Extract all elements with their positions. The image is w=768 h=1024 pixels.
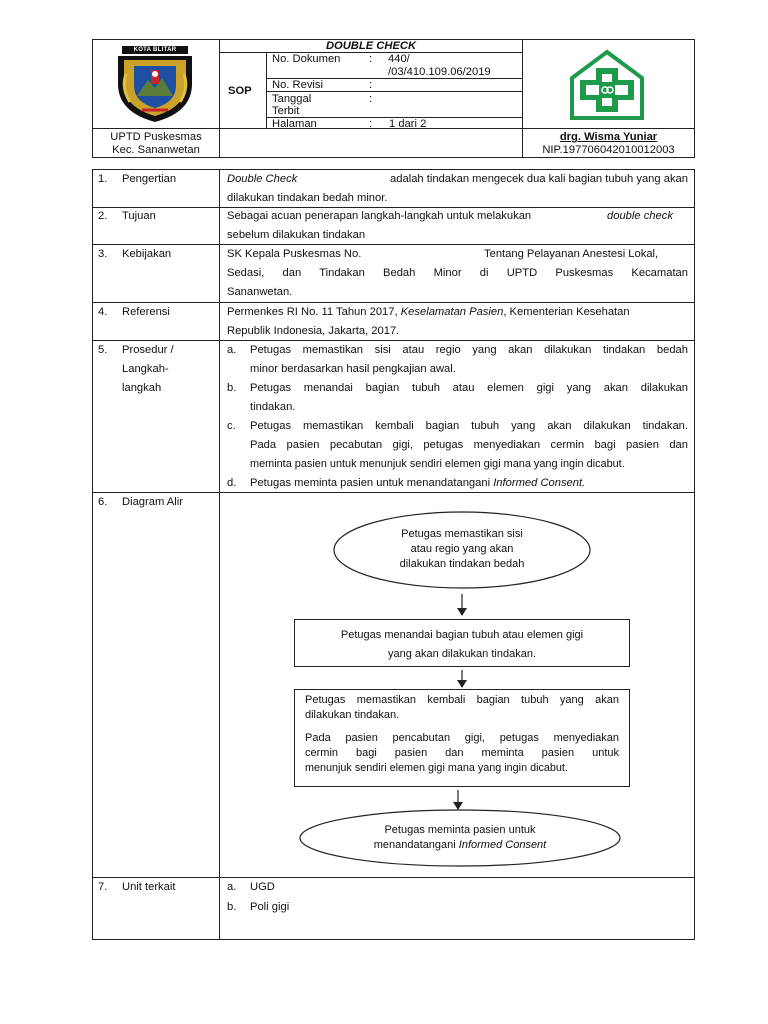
flow-step-4-term: Informed Consent [458,839,547,851]
unit-label: Unit terkait [122,881,176,893]
pengertian-line-2: dilakukan tindakan bedah minor. [227,192,388,204]
prosedur-c-letter: c. [227,420,236,432]
referensi-post: , Kementerian Kesehatan [503,306,630,318]
flow-step-3 [294,689,630,787]
referensi-pre: Permenkes RI No. 11 Tahun 2017, [227,306,398,318]
flow-step-3-p2-line-1: Pada pasien pencabutan gigi, petugas menyediakan [305,732,619,744]
flow-step-4 [320,823,600,853]
prosedur-c-line-3: meminta pasien untuk menunjuk sendiri elemen gigi mana yang ingin dicabut. [250,458,625,470]
prosedur-c-line-1: Petugas memastikan kembali bagian tubuh yang akan dilakukan tindakan. [250,420,688,432]
org-line-1: UPTD Puskesmas [110,131,202,143]
pengertian-term: Double Check [227,173,298,185]
flow-step-3-p2-line-2: cermin bagi pasien dan meminta pasien untuk [305,747,619,759]
kebijakan-num: 3. [98,248,108,260]
flow-step-4-pre: menandatangani [373,839,456,851]
kebijakan-label: Kebijakan [122,248,172,260]
signer-name: drg. Wisma Yuniar [559,131,658,143]
kebijakan-line-3: Sananwetan. [227,286,293,298]
unit-a-text: UGD [250,881,275,893]
flow-step-1 [340,527,584,572]
flow-arrowhead-2 [457,680,467,688]
prosedur-b-line-1: Petugas menandai bagian tubuh atau elemen gigi yang akan dilakukan [250,382,688,394]
diagram-label: Diagram Alir [122,496,183,508]
referensi-term: Keselamatan Pasien [400,306,504,318]
unit-a-letter: a. [227,881,237,893]
tujuan-num: 2. [98,210,108,222]
flow-step-2-line-1: Petugas menandai bagian tubuh atau elemen gigi [340,629,584,641]
prosedur-b-letter: b. [227,382,237,394]
no-dokumen-label: No. Dokumen [272,53,341,65]
flow-step-2-line-2: yang akan dilakukan tindakan. [388,648,536,660]
tujuan-line-2: sebelum dilakukan tindakan [227,229,366,241]
flow-arrowhead-1 [457,608,467,616]
tanggal-label-1: Tanggal [272,93,312,105]
logo-caption: KOTA BLITAR [133,47,177,53]
prosedur-label-1: Prosedur / [122,344,174,356]
diagram-num: 6. [98,496,108,508]
flow-step-3-p1-line-2: dilakukan tindakan. [305,709,400,721]
prosedur-num: 5. [98,344,108,356]
flow-step-1-line-3: dilakukan tindakan bedah [399,558,525,570]
unit-num: 7. [98,881,108,893]
no-dokumen-value-1: 440/ [388,53,410,65]
halaman-label: Halaman [272,118,317,130]
pengertian-label: Pengertian [122,173,177,185]
no-revisi-sep: : [369,79,373,91]
prosedur-d-term: Informed Consent. [493,477,586,489]
kebijakan-line-1b: Tentang Pelayanan Anestesi Lokal, [484,248,659,260]
sop-label: SOP [228,85,252,97]
no-dokumen-sep: : [369,53,373,65]
prosedur-a-line-2: minor berdasarkan hasil pengkajian awal. [250,363,456,375]
tanggal-sep: : [369,93,373,105]
prosedur-b-line-2: tindakan. [250,401,296,413]
tujuan-term: double check [607,210,673,222]
referensi-num: 4. [98,306,108,318]
prosedur-a-letter: a. [227,344,237,356]
document-title: DOUBLE CHECK [325,40,417,52]
prosedur-a-line-1: Petugas memastikan sisi atau regio yang akan dilakukan tindakan bedah [250,344,688,356]
prosedur-d-pre: Petugas meminta pasien untuk menandatangani [250,477,491,489]
flow-arrowhead-3 [453,802,463,810]
pengertian-line-1: adalah tindakan mengecek dua kali bagian tubuh yang akan [390,173,688,185]
flow-step-3-p1-line-1: Petugas memastikan kembali bagian tubuh yang akan [305,694,619,706]
flow-step-4-line-1: Petugas meminta pasien untuk [384,824,536,836]
no-revisi-label: No. Revisi [272,79,323,91]
prosedur-label-3: langkah [122,382,162,394]
flow-step-2 [294,619,630,667]
unit-b-letter: b. [227,901,237,913]
tujuan-line-1: Sebagai acuan penerapan langkah-langkah untuk melakukan [227,210,532,222]
tanggal-label-2: Terbit [272,105,300,117]
flow-step-3-p2-line-3: menunjuk sendiri elemen gigi mana yang ingin dicabut. [305,762,568,774]
flow-step-1-line-1: Petugas memastikan sisi [401,528,523,540]
signer-nip: NIP.197706042010012003 [542,144,675,156]
tujuan-label: Tujuan [122,210,156,222]
kebijakan-line-2: Sedasi, dan Tindakan Bedah Minor di UPTD Puskesmas Kecamatan [227,267,688,279]
referensi-line-2: Republik Indonesia, Jakarta, 2017. [227,325,400,337]
flow-step-1-line-2: atau regio yang akan [410,543,514,555]
prosedur-label-2: Langkah- [122,363,169,375]
org-line-2: Kec. Sananwetan [112,144,200,156]
no-dokumen-value-2: /03/410.109.06/2019 [388,66,491,78]
flow-step-4-line-2 [320,838,600,853]
prosedur-c-line-2: Pada pasien pecabutan gigi, petugas menyediakan cermin bagi pasien dan [250,439,688,451]
halaman-sep: : [369,118,373,130]
kebijakan-line-1a: SK Kepala Puskesmas No. [227,248,362,260]
halaman-value: 1 dari 2 [389,118,427,130]
pengertian-num: 1. [98,173,108,185]
prosedur-d-letter: d. [227,477,237,489]
unit-b-text: Poli gigi [250,901,290,913]
referensi-label: Referensi [122,306,170,318]
